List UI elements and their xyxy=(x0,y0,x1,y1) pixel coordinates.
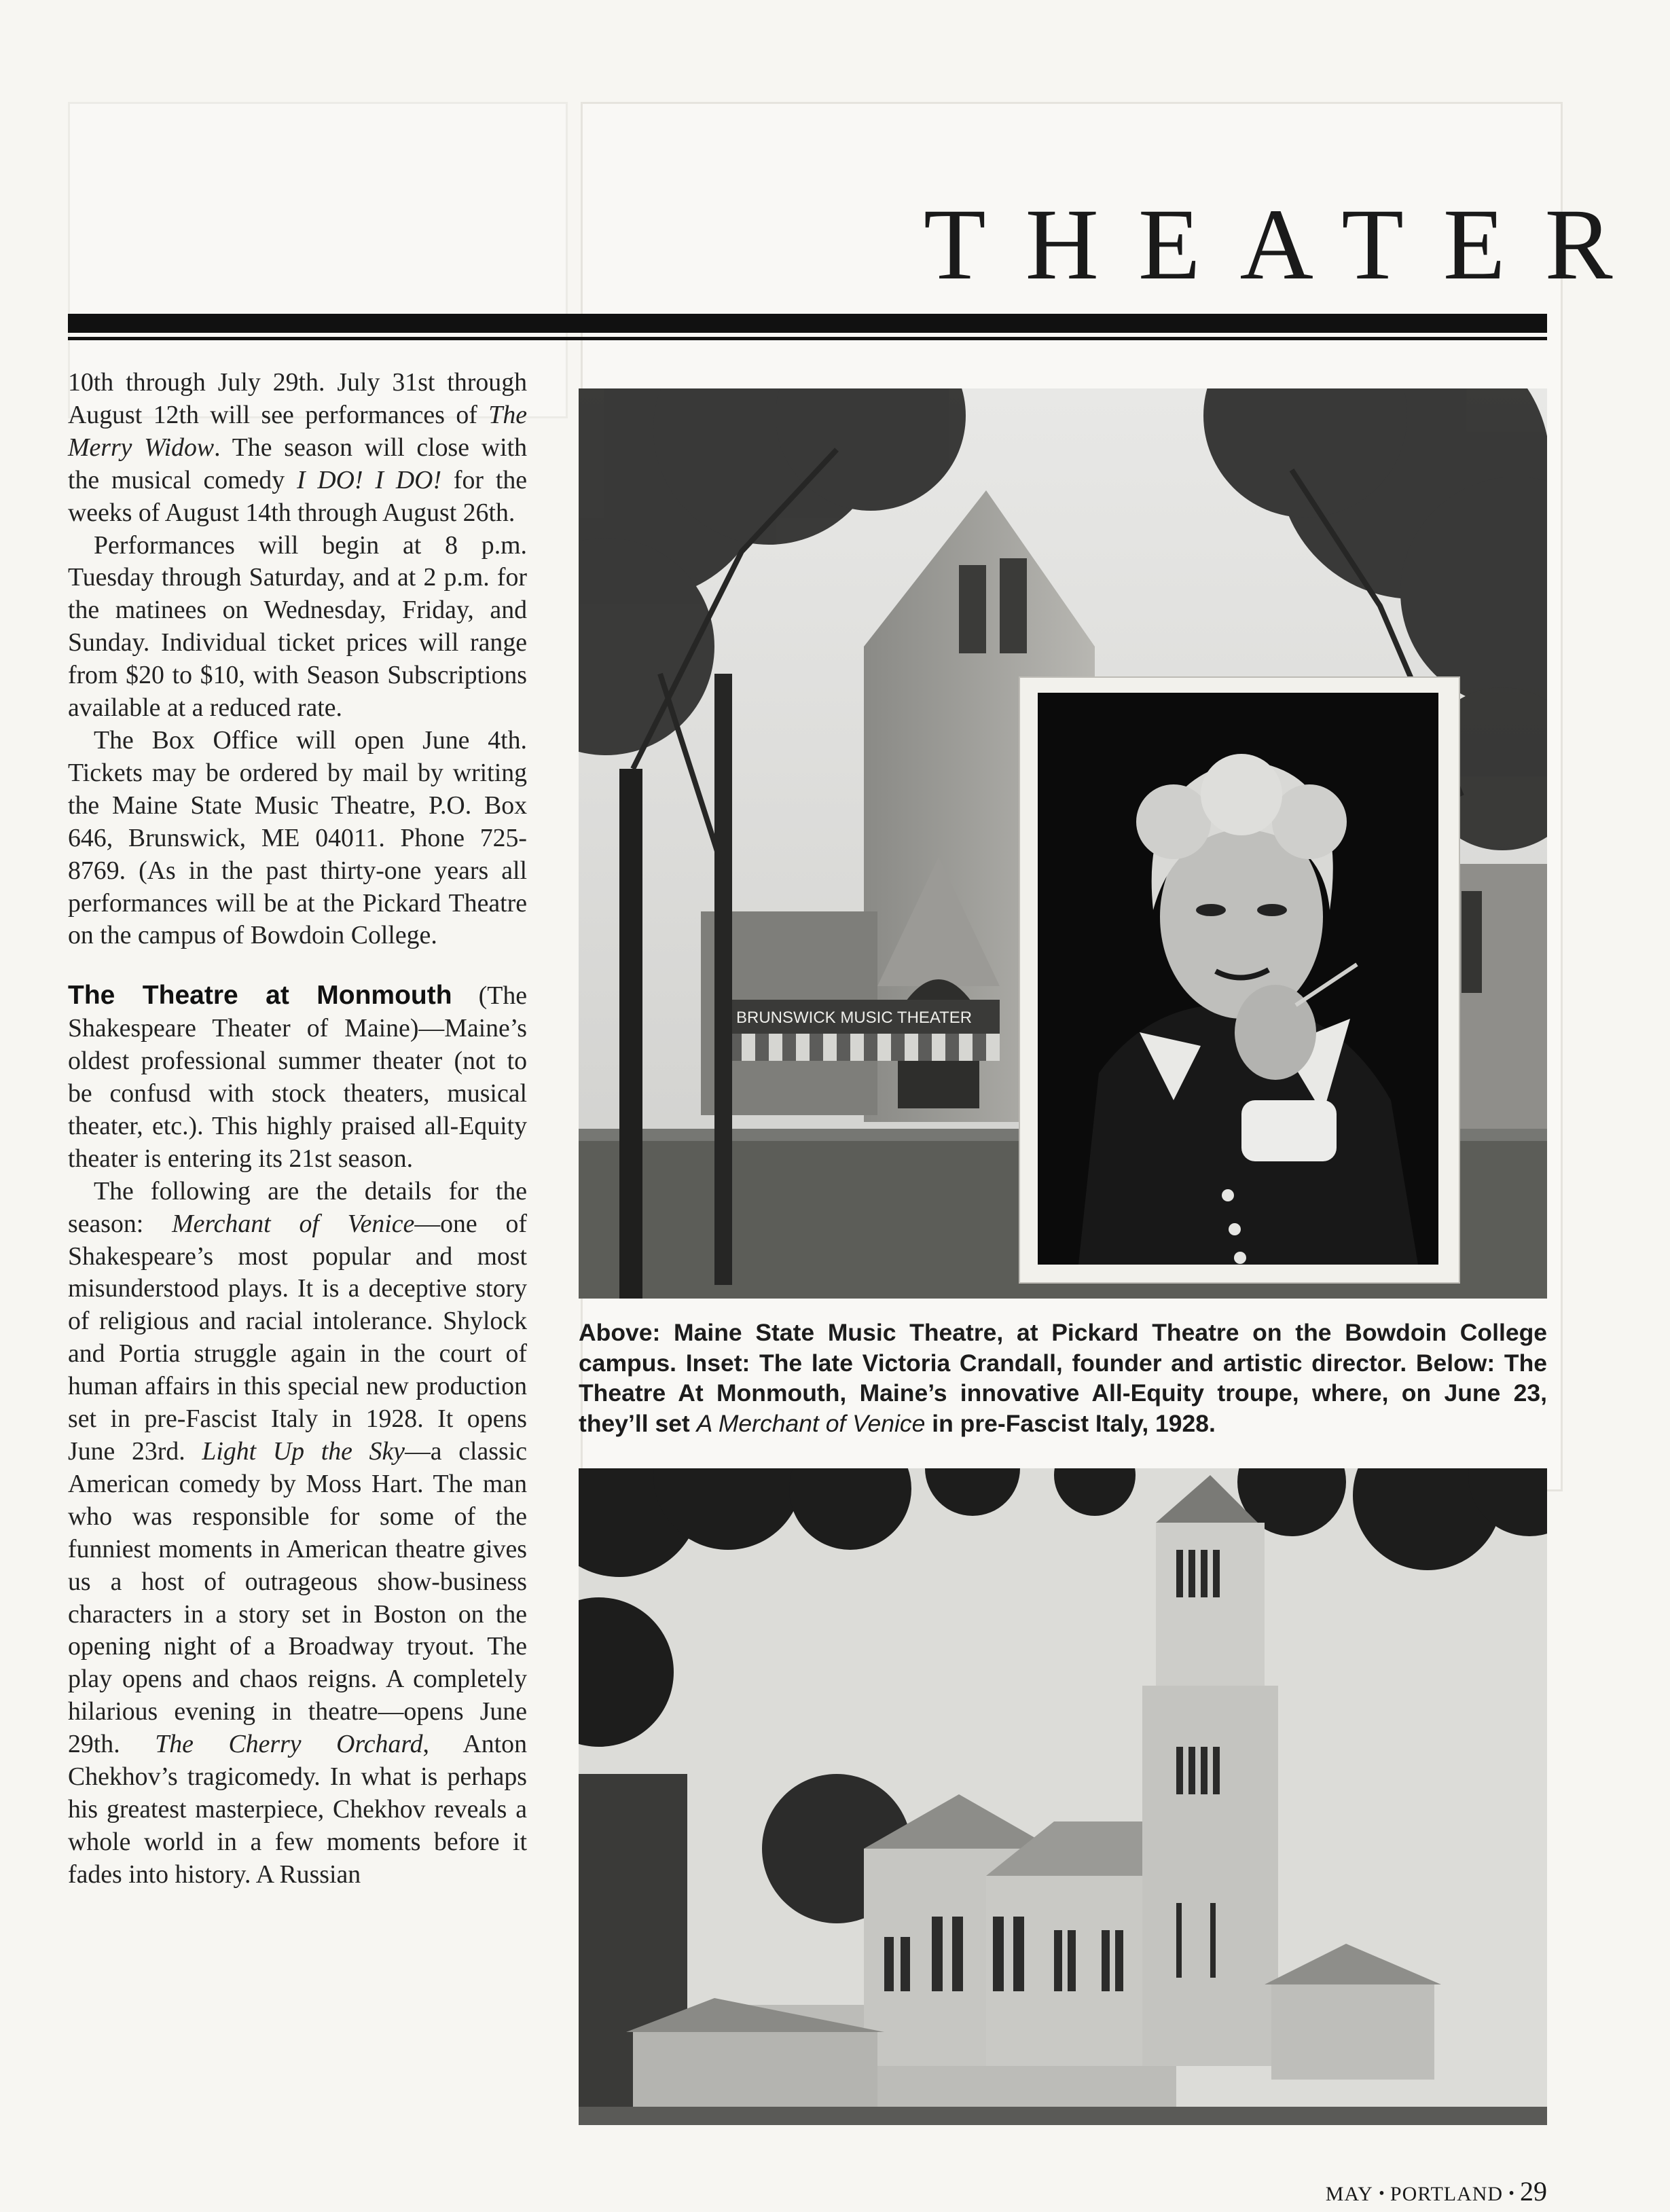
folio-separator-2: • xyxy=(1508,2185,1514,2202)
title-i-do: I DO! I DO! xyxy=(296,465,442,494)
folio-page-number: 29 xyxy=(1520,2176,1547,2207)
folio-separator-1: • xyxy=(1379,2185,1385,2202)
portrait-illustration xyxy=(1038,693,1438,1265)
article-column xyxy=(68,367,527,1891)
marquee-text-left: BRUNSWICK MUSIC THEATER xyxy=(736,1009,973,1027)
photo-caption: Above: Maine State Music Theatre, at Pickard Theatre on the Bowdoin College campus. Inset: The late Victoria Crandall, founder and artistic director. Below: The Theatre At Monmouth, Maine’s innovative All-Equity troupe, where, on June 23, they’ll set A Merchant of Venice in pre-Fascist Italy, 1928. xyxy=(579,1319,1547,1437)
paragraph-schedule: 10th through July 29th. July 31st through August 12th will see performances of The Merry Widow. The season will close with the musical comedy I DO! I DO! for the weeks of August 14th through August 26th. xyxy=(68,368,528,527)
subhead-monmouth: The Theatre at Monmouth xyxy=(68,981,452,1011)
page-folio xyxy=(1324,2175,1547,2207)
monmouth-illustration xyxy=(579,1468,1547,2125)
folio-month: MAY xyxy=(1325,2183,1373,2205)
paragraph-box-office: The Box Office will open June 4th. Tickets may be ordered by mail by writing the Maine State Music Theatre, P.O. Box 646, Brunswick, ME 04011. Phone 725-8769. (As in the past thirty-one years all performances will be at the Pickard Theatre on the campus of Bowdoin College. xyxy=(68,725,527,950)
header-rule-thin xyxy=(68,337,1547,340)
title-merchant: Merchant of Venice xyxy=(172,1209,415,1238)
title-merry-widow: The Merry Widow xyxy=(68,400,527,462)
paragraph-monmouth: The Theatre at Monmouth (The Shakespeare Theater of Maine)—Maine’s oldest professional summer theater (not to be confusd with stock theaters, musical theater, etc.). This highly praised all-Equity theater is entering its 21st season. xyxy=(68,981,527,1173)
paragraph-season-details: The following are the details for the season: Merchant of Venice—one of Shakespeare’s most popular and most misunderstood plays. It is a deceptive story of religious and racial intolerance. Shylock and Portia struggle again in the court of human affairs in this special new production set in pre-Fascist Italy in 1928. It opens June 23rd. Light Up the Sky—a classic American comedy by Moss Hart. The man who was responsible for some of the funniest moments in American theatre gives us a host of outrageous show-business characters in a story set in Boston on the opening night of a Broadway tryout. The play opens and chaos reigns. A completely hilarious evening in theatre—opens June 29th. The Cherry Orchard, Anton Chekhov’s tragicomedy. In what is perhaps his greatest masterpiece, Chekhov reveals a whole world in a few moments before it fades into history. A Russian xyxy=(68,1176,527,1889)
title-cherry-orchard: The Cherry Orchard xyxy=(155,1730,423,1759)
section-title: THEATER xyxy=(924,188,1652,301)
header-rule-thick xyxy=(68,314,1547,333)
photo-theatre-at-monmouth xyxy=(579,1468,1547,2125)
folio-magazine: PORTLAND xyxy=(1390,2183,1504,2205)
title-light-up-the-sky: Light Up the Sky xyxy=(202,1437,405,1466)
photo-victoria-crandall xyxy=(1038,693,1438,1265)
paragraph-performances: Performances will begin at 8 p.m. Tuesday through Saturday, and at 2 p.m. for the matinees on Wednesday, Friday, and Sunday. Individual ticket prices will range from $20 to $10, with Season Subscriptions available at a reduced rate. xyxy=(68,530,527,723)
caption-play-title: A Merchant of Venice xyxy=(696,1409,926,1437)
